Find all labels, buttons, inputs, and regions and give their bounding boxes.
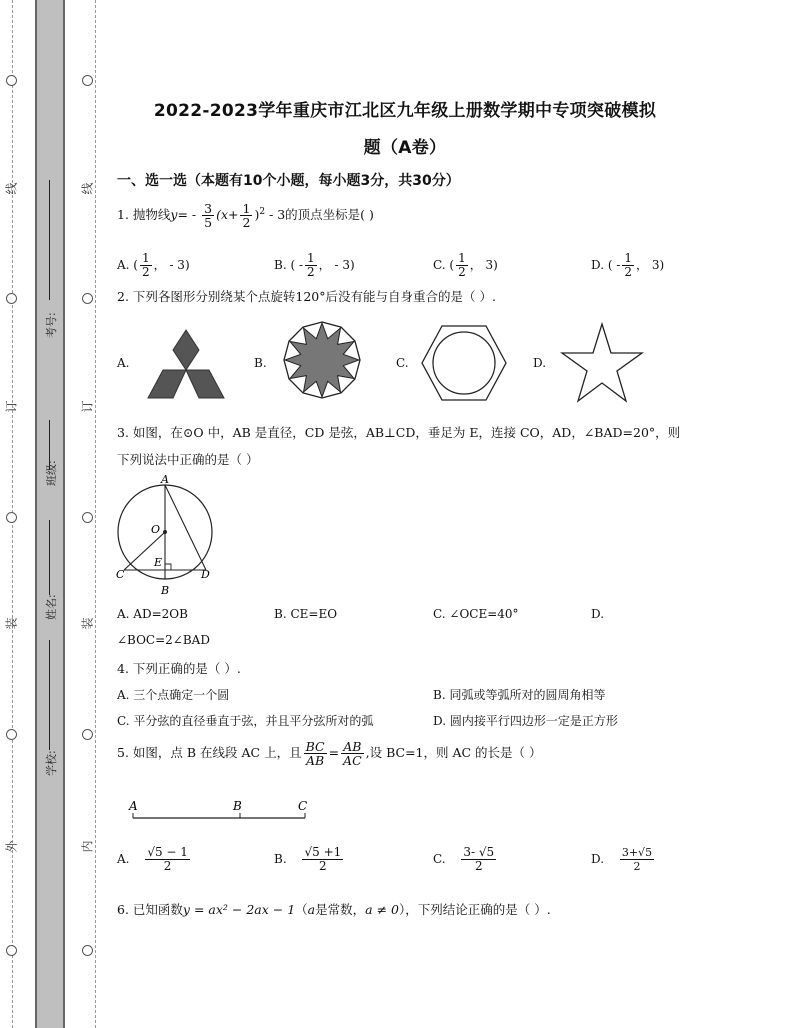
q2-option-d[interactable]: D.	[533, 356, 547, 370]
field-line-exam-no[interactable]	[49, 180, 50, 300]
q1-fraction-b: $\frac{1}{2}$	[242, 201, 251, 230]
q1-paren-open: (x+	[216, 207, 239, 222]
q5-option-d[interactable]: D. $\frac{3+√5}{2}$	[591, 846, 653, 873]
binding-hole	[82, 512, 93, 523]
field-label-school: 学校:	[45, 750, 58, 776]
circle-diagram	[113, 472, 223, 598]
q4-option-b[interactable]: B. 同弧或等弧所对的圆周角相等	[433, 688, 606, 702]
field-line-school[interactable]	[49, 640, 50, 750]
q3-option-b[interactable]: B. CE=EO	[274, 607, 338, 621]
q3-option-a[interactable]: A. AD=2OB	[117, 607, 188, 621]
point-label-a: A	[161, 473, 169, 486]
page-title-line1: 2022-2023学年重庆市江北区九年级上册数学期中专项突破模拟	[153, 101, 657, 121]
five-point-star-figure	[560, 322, 644, 404]
gutter-char-wai: 外	[4, 840, 19, 853]
q2-option-b[interactable]: B.	[254, 356, 267, 370]
q1-suffix: - 3的顶点坐标是( )	[265, 207, 374, 222]
q5-option-a[interactable]: A. $\frac{√5 - 1}{2}$	[117, 845, 188, 873]
question-2: 2. 下列各图形分别绕某个点旋转120°后没有能与自身重合的是（ ）.	[117, 289, 496, 304]
q4-option-a[interactable]: A. 三个点确定一个圆	[117, 688, 230, 702]
binding-hole	[6, 945, 17, 956]
q2-option-c[interactable]: C.	[396, 356, 409, 370]
gutter-char-nei: 内	[80, 840, 95, 853]
q6-condition: a ≠ 0	[365, 902, 399, 917]
gutter-char-xian: 线	[80, 182, 95, 195]
q5-option-b[interactable]: B. $\frac{√5 +1}{2}$	[274, 845, 342, 873]
point-label-d: D	[201, 568, 210, 581]
q1-fraction-a: $\frac{3}{5}$	[204, 201, 213, 230]
mitsubishi-figure	[145, 328, 227, 402]
inner-dashed-line	[95, 0, 96, 1028]
segment-diagram	[125, 797, 315, 823]
q1-option-d[interactable]: D. ( - $\frac{1}{2}$ ， 3)	[591, 251, 665, 279]
question-6: 6. 已知函数y = ax² − 2ax − 1（a是常数，a ≠ 0），下列结论正确的是（ ）.	[117, 902, 551, 917]
field-label-name: 姓名:	[45, 594, 58, 620]
field-line-name[interactable]	[49, 520, 50, 595]
page-title-line2: 题（A卷）	[363, 138, 447, 158]
binding-hole	[82, 945, 93, 956]
q3-option-d[interactable]: D.	[591, 607, 605, 621]
question-3-line1: 3. 如图，在⊙O 中，AB 是直径，CD 是弦，AB⊥CD，垂足为 E，连接 CO，AD，∠BAD=20°，则	[117, 425, 681, 440]
q4-option-c[interactable]: C. 平分弦的直径垂直于弦，并且平分弦所对的弧	[117, 714, 374, 728]
field-label-exam-no: 考号:	[45, 312, 58, 338]
question-1	[117, 202, 374, 229]
q1-option-b[interactable]: B. ( - $\frac{1}{2}$ ， - 3)	[274, 251, 355, 279]
gutter-char-ding: 订	[4, 400, 19, 413]
point-label-e: E	[154, 556, 163, 569]
q5-option-c[interactable]: C. $\frac{3- √5}{2}$	[433, 845, 495, 873]
gutter-char-ding: 订	[80, 400, 95, 413]
point-label-b: B	[233, 799, 242, 813]
hexagon-circle-figure	[421, 323, 507, 403]
q3-option-c[interactable]: C. ∠OCE=40°	[433, 607, 519, 621]
field-label-class: 班级:	[45, 460, 58, 486]
point-label-c: C	[116, 568, 125, 581]
gutter-char-zhuang: 装	[4, 617, 19, 630]
section-heading: 一、选一选（本题有10个小题，每小题3分，共30分）	[117, 173, 460, 189]
binding-hole	[6, 75, 17, 86]
gutter-char-zhuang: 装	[80, 617, 95, 630]
q6-formula: y = ax² − 2ax − 1	[182, 902, 296, 917]
q4-option-d[interactable]: D. 圆内接平行四边形一定是正方形	[433, 714, 618, 728]
q2-option-a[interactable]: A.	[117, 356, 130, 370]
q1-paren-close: )	[254, 207, 260, 222]
point-label-a: A	[129, 799, 138, 813]
q1-option-c[interactable]: C. ( $\frac{1}{2}$ ， 3)	[433, 251, 498, 279]
question-3-line2: 下列说法中正确的是（ ）	[117, 452, 259, 467]
question-5: 5. 如图，点 B 在线段 AC 上，且 $\frac{BC}{AB}$ = $\frac{AB}{AC}$ ,设 BC=1，则 AC 的长是（ ）	[117, 739, 542, 768]
q5-fraction-2: $\frac{AB}{AC}$	[343, 739, 362, 768]
star-in-polygon-figure	[282, 320, 362, 400]
point-label-c: C	[298, 799, 308, 813]
binding-hole	[82, 75, 93, 86]
q1-eq: = -	[177, 207, 197, 222]
q5-fraction-1: $\frac{BC}{AB}$	[305, 739, 325, 768]
binding-hole	[82, 729, 93, 740]
q1-exponent: 2	[259, 206, 266, 217]
q3-option-d-content[interactable]: ∠BOC=2∠BAD	[117, 633, 210, 647]
q1-var-y: y	[170, 207, 178, 222]
q1-option-a[interactable]: A. ( $\frac{1}{2}$ ， - 3)	[117, 251, 190, 279]
binding-hole	[6, 293, 17, 304]
point-label-o: O	[151, 523, 161, 536]
binding-hole	[82, 293, 93, 304]
q1-prefix: 1. 抛物线	[117, 207, 171, 222]
question-4: 4. 下列正确的是（ ）.	[117, 661, 241, 676]
binding-strip	[35, 0, 65, 1028]
gutter-char-xian: 线	[4, 182, 19, 195]
field-line-class[interactable]	[49, 420, 50, 470]
point-label-b: B	[161, 584, 170, 597]
binding-hole	[6, 512, 17, 523]
binding-hole	[6, 729, 17, 740]
